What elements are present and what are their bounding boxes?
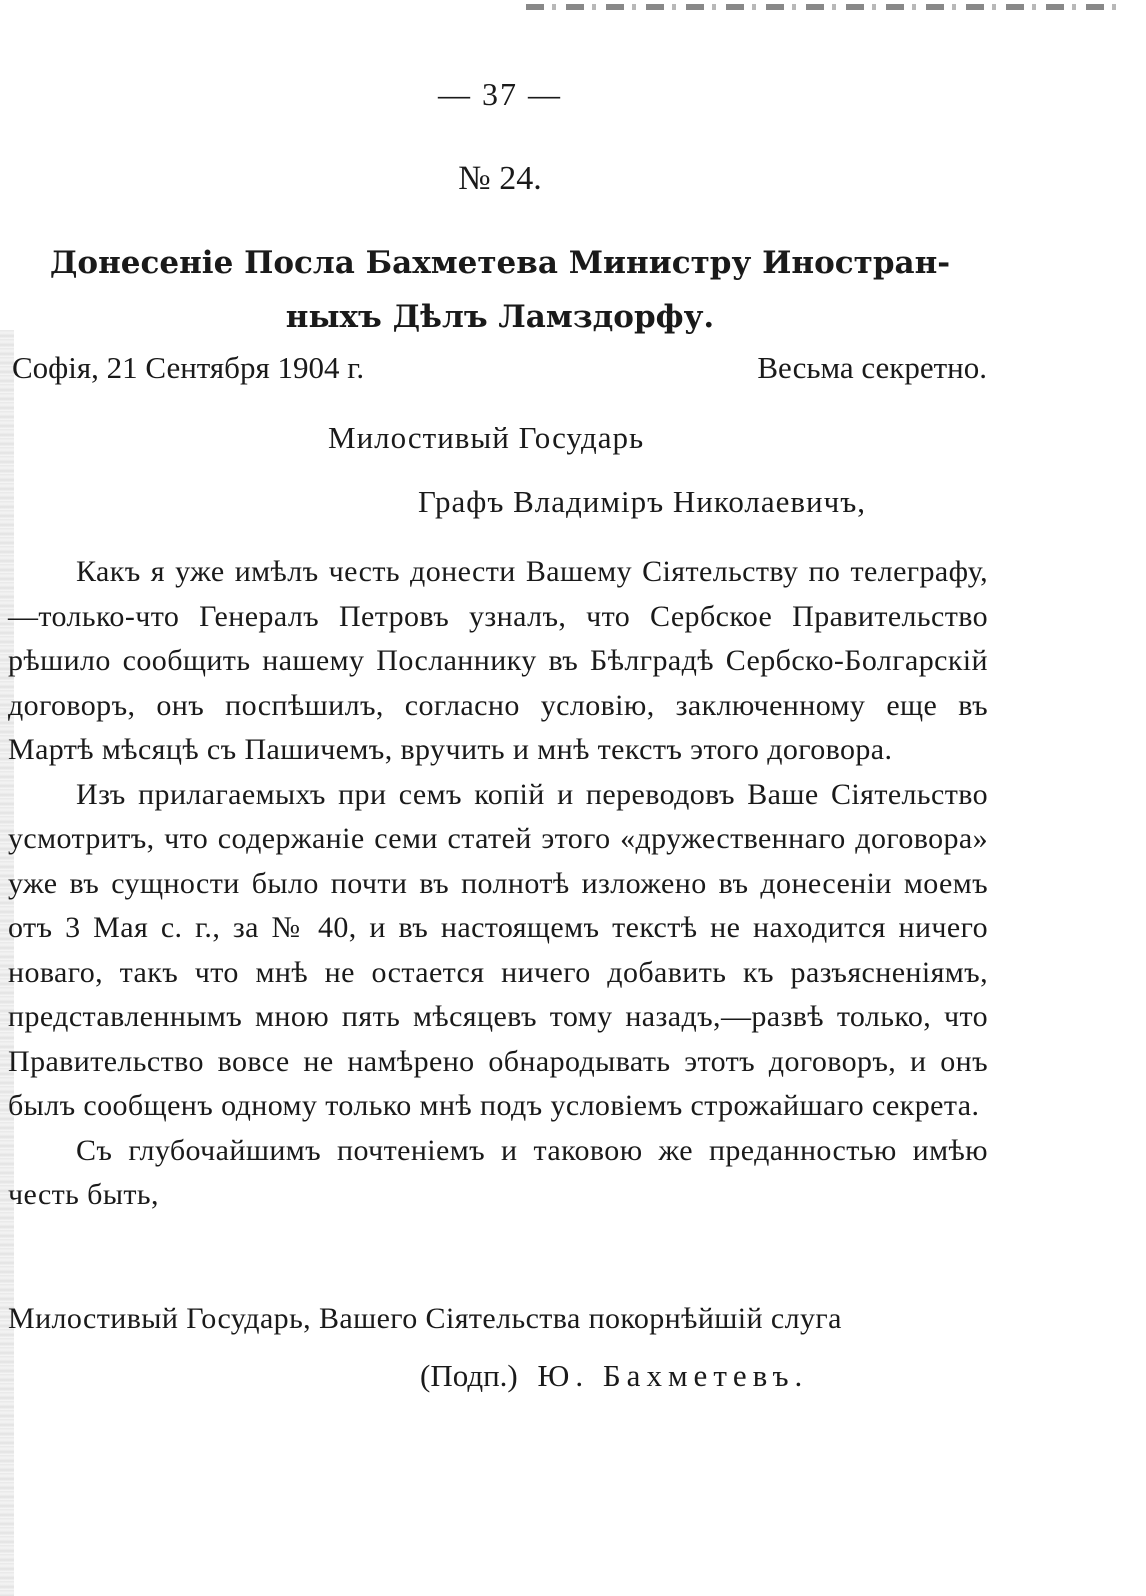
letter-body <box>8 550 988 1218</box>
signature <box>420 1358 808 1394</box>
place-date-row <box>12 350 987 386</box>
paragraph: Съ глубочайшимъ почтеніемъ и таковою же преданностью имѣю честь быть, <box>8 1133 988 1211</box>
page-number: — 37 — <box>438 76 562 112</box>
paragraph: Какъ я уже имѣлъ честь донести Вашему Сіятельству по телеграфу,—только-что Генералъ Петровъ узналъ, что Сербское Правительство рѣшило сообщить нашему Посланнику въ Бѣлградѣ Сербско-Болгарскій договоръ, онъ поспѣшилъ, согласно условію, заключенному еще въ Мартѣ мѣсяцѣ съ Пашичемъ, вручить и мнѣ текстъ этого договора. <box>8 555 988 766</box>
place-date: Софія, 21 Сентября 1904 г. <box>12 350 365 385</box>
signature-prefix: (Подп.) <box>420 1358 518 1393</box>
salutation-line-2: Графъ Владиміръ Николаевичъ, <box>418 484 867 519</box>
closing-formula: Милостивый Государь, Вашего Сіятельства покорнѣйшій слуга <box>8 1302 842 1335</box>
document-number: № 24. <box>458 160 542 197</box>
salutation-line-1: Милостивый Государь <box>328 420 645 455</box>
document-title-line-1: Донесеніе Посла Бахметева Министру Иностран- <box>49 245 951 281</box>
classification-mark: Весьма секретно. <box>757 350 987 385</box>
document-title-line-2: ныхъ Дѣлъ Ламздорфу. <box>285 299 715 335</box>
document-title <box>20 236 980 344</box>
signature-name: Ю. Бахметевъ. <box>537 1358 809 1393</box>
paragraph: Изъ прилагаемыхъ при семъ копій и переводовъ Ваше Сіятельство усмотритъ, что содержаніе семи статей этого «дружественнаго договора» уже въ сущности было почти въ полнотѣ изложено въ донесеніи моемъ отъ 3 Мая с. г., за № 40, и въ настоящемъ текстѣ не находится ничего новаго, такъ что мнѣ не остается ничего добавить къ разъясненіямъ, представленнымъ мною пять мѣсяцевъ тому назадъ,—развѣ только, что Правительство вовсе не намѣрено обнародывать этотъ договоръ, и онъ былъ сообщенъ одному только мнѣ подъ условіемъ строжайшаго секрета. <box>8 777 988 1122</box>
scan-artifact-top <box>526 4 1126 10</box>
